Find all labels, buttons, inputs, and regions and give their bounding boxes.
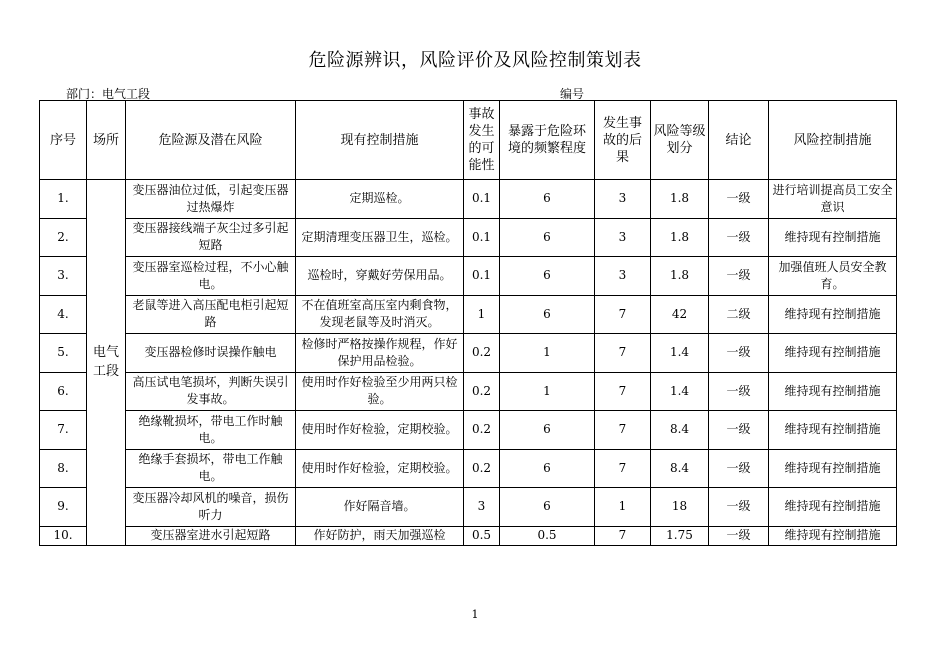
exposure-cell: 6 (500, 488, 595, 527)
header-row (40, 101, 897, 180)
result-cell: 一级 (709, 488, 769, 527)
header-no: 序号 (40, 101, 87, 180)
result-cell: 一级 (709, 218, 769, 257)
table-row (40, 526, 897, 545)
row-number: 7. (40, 411, 87, 450)
exposure-cell: 6 (500, 218, 595, 257)
hazard-cell: 绝缘手套损坏，带电工作触电。 (126, 449, 296, 488)
result-cell: 一级 (709, 526, 769, 545)
row-number: 10. (40, 526, 87, 545)
hazard-cell: 变压器检修时误操作触电 (126, 334, 296, 373)
risk-score-cell: 42 (651, 295, 709, 334)
consequence-cell: 7 (595, 334, 651, 373)
control-cell: 定期清理变压器卫生，巡检。 (296, 218, 464, 257)
likelihood-cell: 0.2 (464, 449, 500, 488)
risk-score-cell: 8.4 (651, 449, 709, 488)
hazard-cell: 高压试电笔损坏，判断失误引发事故。 (126, 372, 296, 411)
likelihood-cell: 0.2 (464, 334, 500, 373)
risk-score-cell: 1.4 (651, 334, 709, 373)
consequence-cell: 7 (595, 449, 651, 488)
consequence-cell: 3 (595, 257, 651, 296)
table-row (40, 372, 897, 411)
table-row (40, 334, 897, 373)
control-cell: 使用时作好检验至少用两只检验。 (296, 372, 464, 411)
consequence-cell: 1 (595, 488, 651, 527)
row-number: 6. (40, 372, 87, 411)
likelihood-cell: 0.1 (464, 218, 500, 257)
page-title: 危险源辨识，风险评价及风险控制策划表 (308, 50, 642, 71)
exposure-cell: 1 (500, 334, 595, 373)
risk-score-cell: 1.8 (651, 218, 709, 257)
result-cell: 一级 (709, 334, 769, 373)
header-result: 结论 (709, 101, 769, 180)
page-number: 1 (471, 608, 479, 621)
hazard-cell: 绝缘靴损坏，带电工作时触电。 (126, 411, 296, 450)
hazard-cell: 变压器冷却风机的噪音，损伤听力 (126, 488, 296, 527)
table-row (40, 257, 897, 296)
row-number: 4. (40, 295, 87, 334)
result-cell: 一级 (709, 180, 769, 219)
control-cell: 使用时作好检验，定期校验。 (296, 411, 464, 450)
likelihood-cell: 1 (464, 295, 500, 334)
exposure-cell: 0.5 (500, 526, 595, 545)
table-row (40, 488, 897, 527)
result-cell: 一级 (709, 257, 769, 296)
likelihood-cell: 3 (464, 488, 500, 527)
row-number: 8. (40, 449, 87, 488)
control-cell: 作好防护，雨天加强巡检 (296, 526, 464, 545)
control-cell: 使用时作好检验，定期校验。 (296, 449, 464, 488)
hazard-cell: 变压器室巡检过程，不小心触电。 (126, 257, 296, 296)
header-measure: 风险控制措施 (769, 101, 897, 180)
table-row (40, 180, 897, 219)
hazard-cell: 变压器接线端子灰尘过多引起短路 (126, 218, 296, 257)
exposure-cell: 6 (500, 180, 595, 219)
hazard-cell: 老鼠等进入高压配电柜引起短路 (126, 295, 296, 334)
result-cell: 二级 (709, 295, 769, 334)
consequence-cell: 7 (595, 295, 651, 334)
result-cell: 一级 (709, 372, 769, 411)
likelihood-cell: 0.5 (464, 526, 500, 545)
table-row (40, 295, 897, 334)
measure-cell: 维持现有控制措施 (769, 334, 897, 373)
risk-score-cell: 1.75 (651, 526, 709, 545)
header-control: 现有控制措施 (296, 101, 464, 180)
exposure-cell: 6 (500, 257, 595, 296)
measure-cell: 维持现有控制措施 (769, 372, 897, 411)
likelihood-cell: 0.2 (464, 372, 500, 411)
row-number: 2. (40, 218, 87, 257)
exposure-cell: 6 (500, 449, 595, 488)
measure-cell: 加强值班人员安全教育。 (769, 257, 897, 296)
exposure-cell: 6 (500, 411, 595, 450)
risk-score-cell: 8.4 (651, 411, 709, 450)
row-number: 3. (40, 257, 87, 296)
risk-score-cell: 1.8 (651, 257, 709, 296)
measure-cell: 维持现有控制措施 (769, 295, 897, 334)
risk-score-cell: 18 (651, 488, 709, 527)
consequence-cell: 7 (595, 411, 651, 450)
control-cell: 巡检时，穿戴好劳保用品。 (296, 257, 464, 296)
result-cell: 一级 (709, 449, 769, 488)
likelihood-cell: 0.1 (464, 180, 500, 219)
number-label: 编号 (560, 87, 585, 101)
consequence-cell: 7 (595, 372, 651, 411)
row-number: 1. (40, 180, 87, 219)
department-label: 部门：电气工段 (66, 87, 151, 101)
measure-cell: 维持现有控制措施 (769, 488, 897, 527)
risk-score-cell: 1.4 (651, 372, 709, 411)
control-cell: 不在值班室高压室内剩食物，发现老鼠等及时消灭。 (296, 295, 464, 334)
likelihood-cell: 0.2 (464, 411, 500, 450)
header-hazard: 危险源及潜在风险 (126, 101, 296, 180)
risk-score-cell: 1.8 (651, 180, 709, 219)
table-row (40, 411, 897, 450)
measure-cell: 维持现有控制措施 (769, 526, 897, 545)
exposure-cell: 1 (500, 372, 595, 411)
hazard-cell: 变压器油位过低，引起变压器过热爆炸 (126, 180, 296, 219)
place-cell: 电气工段 (87, 180, 126, 546)
control-cell: 定期巡检。 (296, 180, 464, 219)
table-row (40, 449, 897, 488)
row-number: 9. (40, 488, 87, 527)
measure-cell: 维持现有控制措施 (769, 411, 897, 450)
header-likelihood: 事故发生的可能性 (464, 101, 500, 180)
control-cell: 作好隔音墙。 (296, 488, 464, 527)
result-cell: 一级 (709, 411, 769, 450)
measure-cell: 维持现有控制措施 (769, 218, 897, 257)
measure-cell: 维持现有控制措施 (769, 449, 897, 488)
table-row (40, 218, 897, 257)
row-number: 5. (40, 334, 87, 373)
header-risk-level: 风险等级划分 (651, 101, 709, 180)
header-place: 场所 (87, 101, 126, 180)
likelihood-cell: 0.1 (464, 257, 500, 296)
header-exposure: 暴露于危险环境的频繁程度 (500, 101, 595, 180)
exposure-cell: 6 (500, 295, 595, 334)
hazard-cell: 变压器室进水引起短路 (126, 526, 296, 545)
header-consequence: 发生事故的后果 (595, 101, 651, 180)
measure-cell: 进行培训提高员工安全意识 (769, 180, 897, 219)
consequence-cell: 3 (595, 180, 651, 219)
risk-table (39, 100, 897, 546)
consequence-cell: 7 (595, 526, 651, 545)
consequence-cell: 3 (595, 218, 651, 257)
control-cell: 检修时严格按操作规程，作好保护用品检验。 (296, 334, 464, 373)
